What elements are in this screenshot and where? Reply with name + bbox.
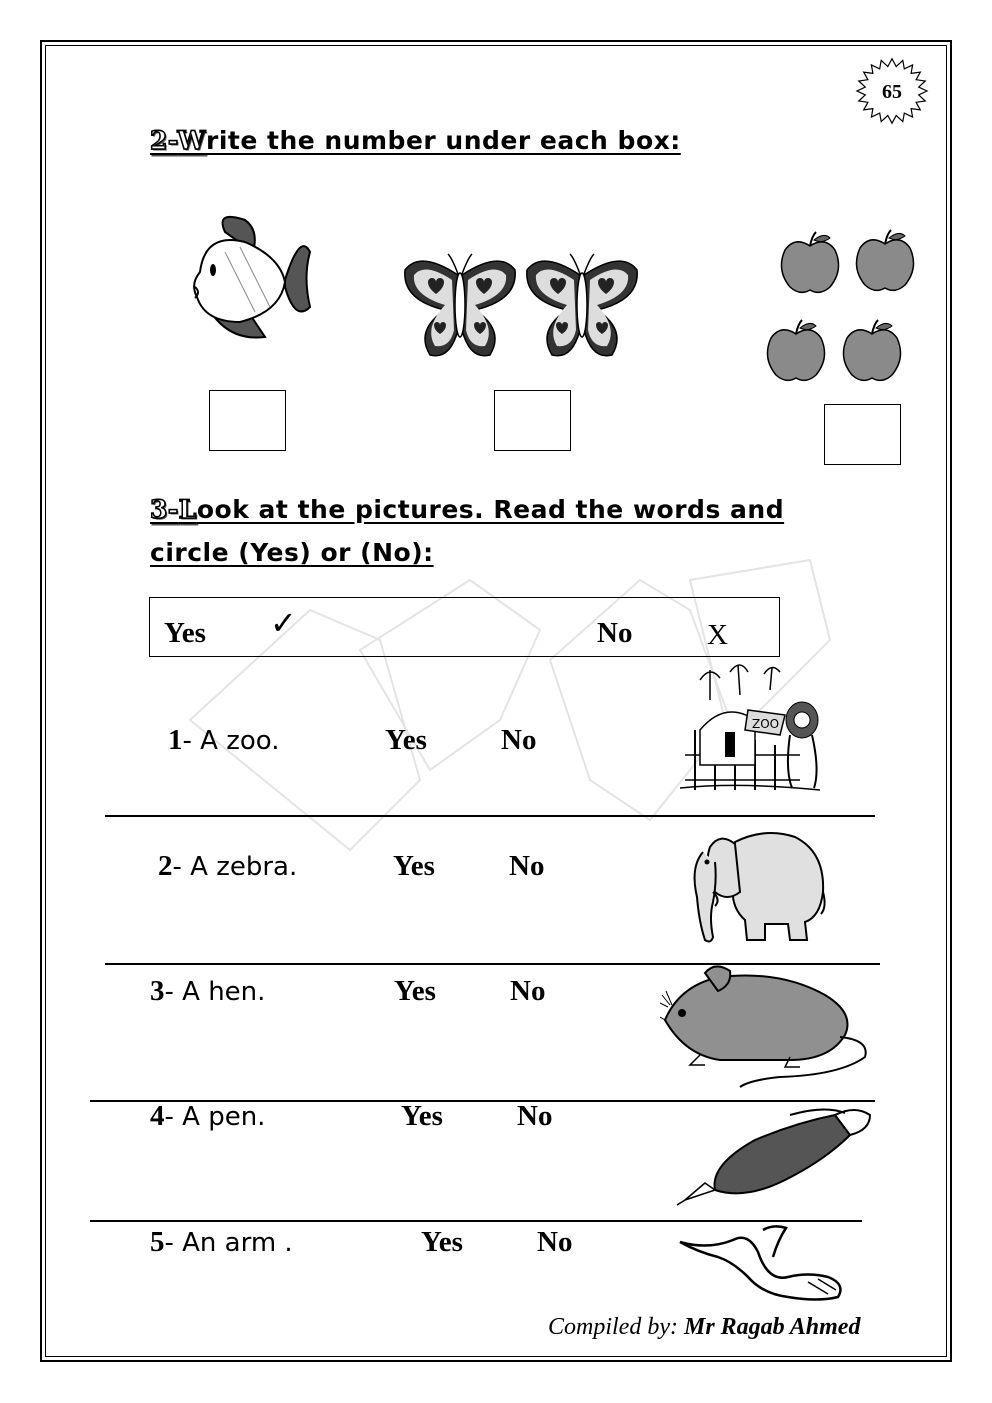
- item-1-number: 1: [168, 724, 183, 756]
- item-4-yes-option[interactable]: Yes: [401, 1100, 443, 1132]
- item-1-yes-option[interactable]: Yes: [385, 724, 427, 756]
- item-2-no-option[interactable]: No: [509, 850, 545, 882]
- item-2-text: - A zebra.: [172, 852, 298, 882]
- legend-box: [149, 597, 780, 657]
- item-2-label: [158, 850, 297, 883]
- section-3-heading-line2: circle (Yes) or (No):: [150, 538, 434, 567]
- section-3-heading: [150, 495, 784, 524]
- legend-check-mark: ✓: [270, 604, 297, 642]
- compiler-credit: [548, 1314, 860, 1341]
- item-4-text: - A pen.: [164, 1102, 266, 1132]
- section-2-first-letter: W: [177, 126, 206, 155]
- section-2-heading: [150, 126, 681, 155]
- item-4-number: 4: [150, 1100, 165, 1132]
- item-4-label: [150, 1100, 265, 1133]
- item-3-yes-option[interactable]: Yes: [394, 975, 436, 1007]
- section-3-text-line1: ook at the pictures. Read the words and: [196, 495, 785, 524]
- item-3-label: [150, 975, 265, 1008]
- svg-text:ZOO: ZOO: [752, 717, 780, 731]
- mouse-picture: [660, 965, 875, 1090]
- item-5-label: [150, 1226, 293, 1259]
- item-2-number: 2: [158, 850, 173, 882]
- item-5-no-option[interactable]: No: [537, 1226, 573, 1258]
- item-1-no-option[interactable]: No: [501, 724, 537, 756]
- item-3-number: 3: [150, 975, 165, 1007]
- elephant-picture: [685, 822, 830, 947]
- item-3-no-option[interactable]: No: [510, 975, 546, 1007]
- pen-picture: [675, 1105, 875, 1210]
- item-3-text: - A hen.: [164, 977, 266, 1007]
- section-3-number: 3-: [150, 495, 179, 524]
- item-1-text: - A zoo.: [182, 726, 280, 756]
- answer-box-butterflies[interactable]: [494, 390, 571, 451]
- butterflies-picture: [400, 250, 650, 365]
- page-number: 65: [882, 81, 902, 103]
- row-separator-1: [105, 815, 875, 817]
- credit-prefix: Compiled by:: [548, 1314, 684, 1340]
- item-5-number: 5: [150, 1226, 165, 1258]
- legend-no-label: No: [597, 617, 633, 649]
- fish-picture: [185, 212, 315, 352]
- zoo-picture: [680, 660, 825, 800]
- item-5-text: - An arm .: [164, 1228, 293, 1258]
- apples-picture: [760, 228, 925, 388]
- item-5-yes-option[interactable]: Yes: [421, 1226, 463, 1258]
- item-4-no-option[interactable]: No: [517, 1100, 553, 1132]
- answer-box-fish[interactable]: [209, 390, 286, 451]
- legend-yes-label: Yes: [164, 617, 206, 649]
- section-2-number: 2-: [150, 126, 178, 155]
- credit-name: Mr Ragab Ahmed: [683, 1314, 861, 1340]
- section-3-first-letter: L: [178, 495, 197, 524]
- section-2-text: rite the number under each box:: [205, 126, 681, 155]
- item-1-label: [168, 724, 279, 757]
- page-number-badge: [852, 55, 932, 127]
- answer-box-apples[interactable]: [824, 404, 901, 465]
- leg-picture: [678, 1222, 848, 1304]
- item-2-yes-option[interactable]: Yes: [393, 850, 435, 882]
- legend-x-mark: X: [707, 619, 728, 651]
